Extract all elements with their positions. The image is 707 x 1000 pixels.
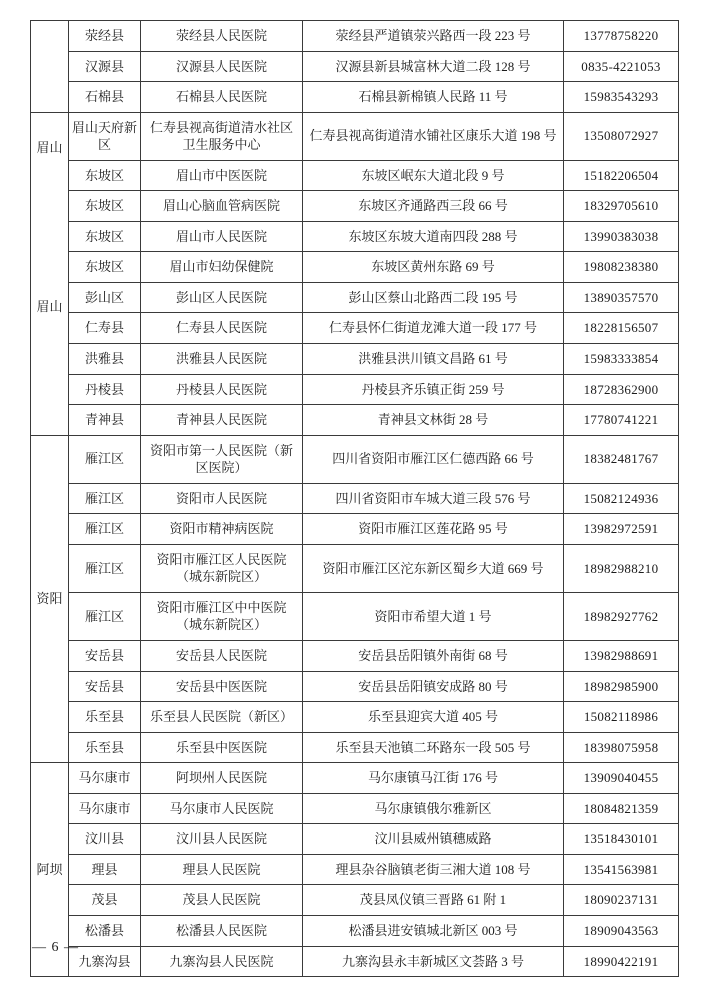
address-cell: 资阳市希望大道 1 号 xyxy=(303,592,564,640)
phone-cell: 13982988691 xyxy=(564,641,679,672)
region-label: 眉山 xyxy=(36,139,63,155)
phone-cell: 18728362900 xyxy=(564,374,679,405)
district-cell: 荥经县 xyxy=(69,21,141,52)
address-cell: 马尔康镇俄尔雅新区 xyxy=(303,793,564,824)
address-cell: 马尔康镇马江街 176 号 xyxy=(303,763,564,794)
phone-cell: 18982988210 xyxy=(564,544,679,592)
district-cell: 九寨沟县 xyxy=(69,946,141,977)
phone-cell: 13909040455 xyxy=(564,763,679,794)
hospital-cell: 汉源县人民医院 xyxy=(141,51,303,82)
address-cell: 丹棱县齐乐镇正街 259 号 xyxy=(303,374,564,405)
district-cell: 雁江区 xyxy=(69,544,141,592)
phone-cell: 18228156507 xyxy=(564,313,679,344)
phone-cell: 18090237131 xyxy=(564,885,679,916)
table-row xyxy=(31,732,679,763)
district-cell: 乐至县 xyxy=(69,732,141,763)
hospital-cell: 松潘县人民医院 xyxy=(141,915,303,946)
region-cell xyxy=(31,112,69,435)
table-row xyxy=(31,51,679,82)
phone-cell: 18990422191 xyxy=(564,946,679,977)
table-row xyxy=(31,824,679,855)
hospital-cell: 眉山市中医医院 xyxy=(141,160,303,191)
region-label: 眉山 xyxy=(36,299,63,315)
phone-cell: 13890357570 xyxy=(564,282,679,313)
table-row xyxy=(31,221,679,252)
hospital-cell: 理县人民医院 xyxy=(141,854,303,885)
address-cell: 理县杂谷脑镇老街三湘大道 108 号 xyxy=(303,854,564,885)
district-cell: 仁寿县 xyxy=(69,313,141,344)
hospital-cell: 安岳县中医医院 xyxy=(141,671,303,702)
address-cell: 乐至县天池镇二环路东一段 505 号 xyxy=(303,732,564,763)
hospital-cell: 资阳市第一人民医院（新区医院） xyxy=(141,435,303,483)
district-cell: 安岳县 xyxy=(69,641,141,672)
address-cell: 汉源县新县城富林大道二段 128 号 xyxy=(303,51,564,82)
address-cell: 资阳市雁江区莲花路 95 号 xyxy=(303,514,564,545)
table-row xyxy=(31,252,679,283)
phone-cell: 13541563981 xyxy=(564,854,679,885)
phone-cell: 13508072927 xyxy=(564,112,679,160)
address-cell: 茂县凤仪镇三晋路 61 附 1 xyxy=(303,885,564,916)
table-row xyxy=(31,671,679,702)
address-cell: 安岳县岳阳镇外南街 68 号 xyxy=(303,641,564,672)
phone-cell: 0835-4221053 xyxy=(564,51,679,82)
hospital-cell: 石棉县人民医院 xyxy=(141,82,303,113)
address-cell: 仁寿县怀仁街道龙滩大道一段 177 号 xyxy=(303,313,564,344)
table-row xyxy=(31,374,679,405)
hospital-cell: 眉山市人民医院 xyxy=(141,221,303,252)
phone-cell: 18084821359 xyxy=(564,793,679,824)
table-row xyxy=(31,282,679,313)
hospital-cell: 眉山市妇幼保健院 xyxy=(141,252,303,283)
address-cell: 四川省资阳市雁江区仁德西路 66 号 xyxy=(303,435,564,483)
table-row xyxy=(31,483,679,514)
district-cell: 东坡区 xyxy=(69,252,141,283)
district-cell: 茂县 xyxy=(69,885,141,916)
region-cell xyxy=(31,21,69,113)
district-cell: 眉山天府新区 xyxy=(69,112,141,160)
table-row xyxy=(31,592,679,640)
region-label: 阿坝 xyxy=(36,861,63,877)
address-cell: 彭山区蔡山北路西二段 195 号 xyxy=(303,282,564,313)
address-cell: 洪雅县洪川镇文昌路 61 号 xyxy=(303,344,564,375)
phone-cell: 13778758220 xyxy=(564,21,679,52)
hospital-cell: 仁寿县人民医院 xyxy=(141,313,303,344)
hospital-cell: 彭山区人民医院 xyxy=(141,282,303,313)
district-cell: 石棉县 xyxy=(69,82,141,113)
table-row xyxy=(31,544,679,592)
table-row xyxy=(31,793,679,824)
hospital-cell: 九寨沟县人民医院 xyxy=(141,946,303,977)
phone-cell: 18329705610 xyxy=(564,191,679,222)
phone-cell: 19808238380 xyxy=(564,252,679,283)
address-cell: 石棉县新棉镇人民路 11 号 xyxy=(303,82,564,113)
table-row xyxy=(31,344,679,375)
phone-cell: 15082118986 xyxy=(564,702,679,733)
table-row xyxy=(31,915,679,946)
district-cell: 东坡区 xyxy=(69,160,141,191)
phone-cell: 18398075958 xyxy=(564,732,679,763)
hospital-cell: 洪雅县人民医院 xyxy=(141,344,303,375)
table-row xyxy=(31,885,679,916)
address-cell: 荥经县严道镇荥兴路西一段 223 号 xyxy=(303,21,564,52)
hospital-table xyxy=(30,20,679,977)
hospital-cell: 乐至县中医医院 xyxy=(141,732,303,763)
address-cell: 东坡区齐通路西三段 66 号 xyxy=(303,191,564,222)
address-cell: 东坡区东坡大道南四段 288 号 xyxy=(303,221,564,252)
district-cell: 汶川县 xyxy=(69,824,141,855)
hospital-cell: 马尔康市人民医院 xyxy=(141,793,303,824)
address-cell: 四川省资阳市车城大道三段 576 号 xyxy=(303,483,564,514)
district-cell: 洪雅县 xyxy=(69,344,141,375)
phone-cell: 13990383038 xyxy=(564,221,679,252)
address-cell: 东坡区黄州东路 69 号 xyxy=(303,252,564,283)
region-cell xyxy=(31,435,69,763)
hospital-cell: 茂县人民医院 xyxy=(141,885,303,916)
table-row xyxy=(31,854,679,885)
hospital-cell: 青神县人民医院 xyxy=(141,405,303,436)
hospital-cell: 眉山心脑血管病医院 xyxy=(141,191,303,222)
phone-cell: 15983333854 xyxy=(564,344,679,375)
address-cell: 乐至县迎宾大道 405 号 xyxy=(303,702,564,733)
address-cell: 汶川县威州镇穗威路 xyxy=(303,824,564,855)
district-cell: 松潘县 xyxy=(69,915,141,946)
phone-cell: 13982972591 xyxy=(564,514,679,545)
address-cell: 青神县文林街 28 号 xyxy=(303,405,564,436)
address-cell: 九寨沟县永丰新城区文荟路 3 号 xyxy=(303,946,564,977)
address-cell: 仁寿县视高街道清水铺社区康乐大道 198 号 xyxy=(303,112,564,160)
district-cell: 雁江区 xyxy=(69,435,141,483)
hospital-cell: 仁寿县视高街道清水社区卫生服务中心 xyxy=(141,112,303,160)
district-cell: 理县 xyxy=(69,854,141,885)
hospital-cell: 汶川县人民医院 xyxy=(141,824,303,855)
district-cell: 马尔康市 xyxy=(69,793,141,824)
district-cell: 雁江区 xyxy=(69,483,141,514)
page-number: — 6 — xyxy=(32,940,79,955)
address-cell: 安岳县岳阳镇安成路 80 号 xyxy=(303,671,564,702)
table-row xyxy=(31,82,679,113)
hospital-cell: 资阳市精神病医院 xyxy=(141,514,303,545)
hospital-cell: 资阳市人民医院 xyxy=(141,483,303,514)
phone-cell: 15983543293 xyxy=(564,82,679,113)
table-row xyxy=(31,514,679,545)
address-cell: 东坡区岷东大道北段 9 号 xyxy=(303,160,564,191)
table-row xyxy=(31,763,679,794)
table-row xyxy=(31,946,679,977)
district-cell: 安岳县 xyxy=(69,671,141,702)
district-cell: 马尔康市 xyxy=(69,763,141,794)
district-cell: 汉源县 xyxy=(69,51,141,82)
district-cell: 东坡区 xyxy=(69,191,141,222)
hospital-cell: 安岳县人民医院 xyxy=(141,641,303,672)
table-row xyxy=(31,191,679,222)
district-cell: 雁江区 xyxy=(69,592,141,640)
table-row xyxy=(31,21,679,52)
hospital-cell: 资阳市雁江区人民医院（城东新院区） xyxy=(141,544,303,592)
phone-cell: 13518430101 xyxy=(564,824,679,855)
district-cell: 丹棱县 xyxy=(69,374,141,405)
region-label: 资阳 xyxy=(36,591,63,607)
table-row xyxy=(31,160,679,191)
hospital-cell: 丹棱县人民医院 xyxy=(141,374,303,405)
district-cell: 彭山区 xyxy=(69,282,141,313)
phone-cell: 18982927762 xyxy=(564,592,679,640)
phone-cell: 15082124936 xyxy=(564,483,679,514)
hospital-cell: 阿坝州人民医院 xyxy=(141,763,303,794)
hospital-cell: 乐至县人民医院（新区） xyxy=(141,702,303,733)
phone-cell: 18382481767 xyxy=(564,435,679,483)
table-row xyxy=(31,405,679,436)
address-cell: 资阳市雁江区沱东新区蜀乡大道 669 号 xyxy=(303,544,564,592)
district-cell: 东坡区 xyxy=(69,221,141,252)
table-row xyxy=(31,313,679,344)
district-cell: 乐至县 xyxy=(69,702,141,733)
phone-cell: 17780741221 xyxy=(564,405,679,436)
table-row xyxy=(31,435,679,483)
table-row xyxy=(31,702,679,733)
phone-cell: 18982985900 xyxy=(564,671,679,702)
district-cell: 青神县 xyxy=(69,405,141,436)
hospital-cell: 资阳市雁江区中中医院（城东新院区） xyxy=(141,592,303,640)
table-row xyxy=(31,641,679,672)
phone-cell: 18909043563 xyxy=(564,915,679,946)
address-cell: 松潘县进安镇城北新区 003 号 xyxy=(303,915,564,946)
phone-cell: 15182206504 xyxy=(564,160,679,191)
hospital-cell: 荥经县人民医院 xyxy=(141,21,303,52)
district-cell: 雁江区 xyxy=(69,514,141,545)
table-row xyxy=(31,112,679,160)
